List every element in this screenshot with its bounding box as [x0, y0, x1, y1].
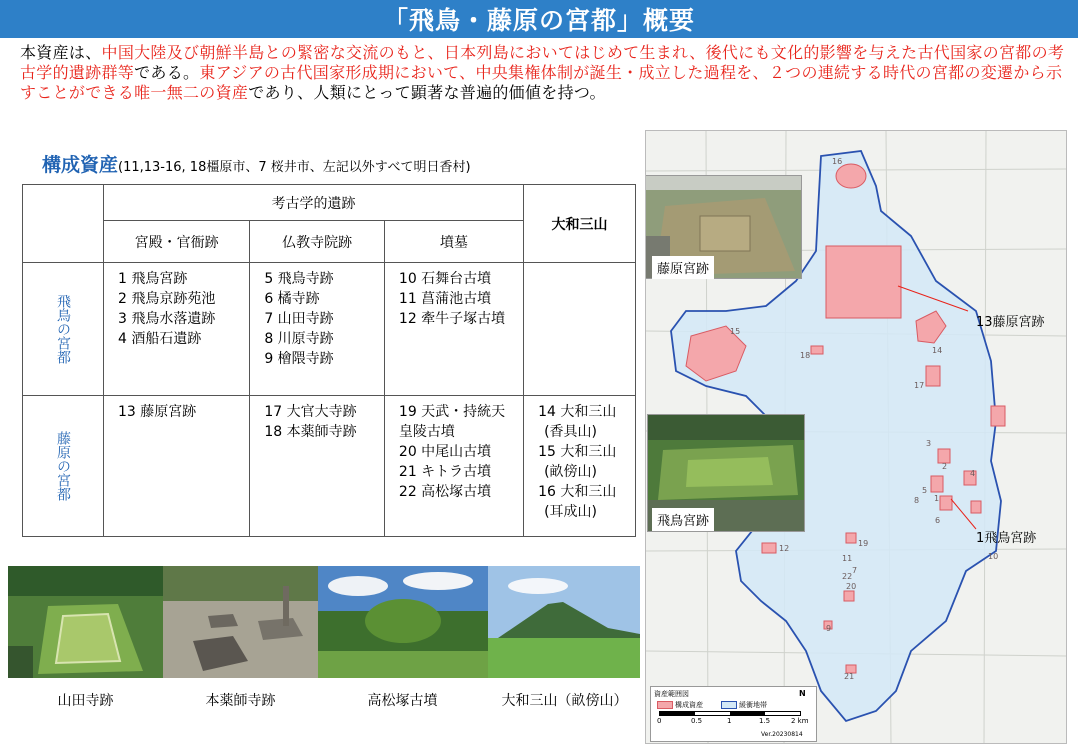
- header-archaeological: 考古学的遺跡: [104, 185, 524, 221]
- header-temple: 仏教寺院跡: [250, 221, 385, 263]
- list-item: 13 藤原宮跡: [118, 404, 197, 420]
- scale-1: 1: [727, 717, 732, 725]
- intro-text-3: であり、人類にとって顕著な普遍的価値を持つ。: [248, 83, 606, 102]
- caption-yamadadera: 山田寺跡: [57, 693, 114, 709]
- map-number: 3: [926, 439, 932, 448]
- intro-highlight-2: 東アジアの古代国家形成期において、中央集権体制が誕生・成立した過程を、２つの連続する時代の宮都の変遷から示すことができる唯一無二の資産: [20, 63, 1063, 102]
- photo-takamatsuzuka: [318, 566, 488, 678]
- legend-buffer-swatch: [721, 701, 737, 709]
- list-item: 皇陵古墳: [398, 424, 455, 440]
- map-number: 18: [800, 351, 811, 360]
- intro-highlight-1: 中国大陸及び朝鮮半島との緊密な交流のもと、日本列島においてはじめて生まれ、後代にも文化的影響を与えた古代国家の宮都の考古学的遺跡群等: [20, 43, 1065, 82]
- header-mountains: 大和三山: [524, 185, 636, 263]
- list-item: 19 天武・持統天: [398, 404, 506, 420]
- photo-motoyakushiji: [163, 566, 318, 678]
- assets-table: [22, 184, 636, 537]
- components-note: (11,13-16, 18橿原市、7 桜井市、左記以外すべて明日香村): [118, 160, 471, 175]
- table-corner: [23, 185, 104, 263]
- list-item: 7 山田寺跡: [264, 311, 334, 327]
- list-item: (畝傍山): [544, 464, 598, 480]
- photo-unebiyama: [488, 566, 640, 678]
- list-item: 14 大和三山: [538, 404, 617, 420]
- list-item: 11 菖蒲池古墳: [398, 291, 492, 307]
- list-item: 6 橘寺跡: [264, 291, 320, 307]
- legend-title: 資産範囲図: [654, 690, 689, 698]
- asuka-tomb-cell: [384, 263, 523, 396]
- scale-2km: 2 km: [791, 717, 809, 725]
- list-item: 18 本薬師寺跡: [264, 424, 357, 440]
- fujiwara-temple-cell: [250, 396, 385, 537]
- map-number: 9: [826, 624, 832, 633]
- asuka-temple-cell: [250, 263, 385, 396]
- header-tomb: 墳墓: [384, 221, 523, 263]
- legend-asset-label: 構成資産: [675, 701, 703, 709]
- map-number: 4: [970, 469, 976, 478]
- map-number: 16: [832, 157, 843, 166]
- map-number: 8: [914, 496, 920, 505]
- page-title: 「飛鳥・藤原の宮都」概要: [382, 6, 695, 35]
- era-asuka: 飛鳥の宮都: [23, 263, 104, 396]
- asuka-mountains-cell: [524, 263, 636, 396]
- list-item: 16 大和三山: [538, 484, 617, 500]
- map-number: 6: [935, 516, 941, 525]
- list-item: 8 川原寺跡: [264, 331, 334, 347]
- header-palace: 宮殿・官衙跡: [104, 221, 250, 263]
- list-item: 9 檜隈寺跡: [264, 351, 334, 367]
- list-item: 2 飛鳥京跡苑池: [118, 291, 216, 307]
- map-number: 22: [842, 572, 853, 581]
- intro-text-1: 本資産は、: [20, 43, 102, 62]
- components-title: 構成資産: [42, 154, 119, 176]
- map-legend: [650, 686, 817, 742]
- list-item: (耳成山): [544, 504, 598, 520]
- map-number: 10: [988, 552, 999, 561]
- map-number: 20: [846, 582, 857, 591]
- list-item: 15 大和三山: [538, 444, 617, 460]
- caption-unebiyama: 大和三山（畝傍山）: [501, 693, 628, 709]
- map-number: 7: [852, 566, 858, 575]
- map-number: 19: [858, 539, 869, 548]
- title-bar: [0, 0, 1078, 38]
- callout-fujiwara: 13藤原宮跡: [976, 315, 1045, 330]
- components-heading: [42, 150, 471, 177]
- list-item: (香具山): [544, 424, 598, 440]
- map-number: 21: [844, 672, 855, 681]
- property-map: [645, 130, 1067, 744]
- intro-text-2: である。: [134, 63, 200, 82]
- legend-buffer-label: 緩衝地帯: [739, 701, 767, 709]
- legend-version: Ver.20230814: [761, 731, 803, 738]
- asuka-photo-label: 飛鳥宮跡: [652, 508, 714, 531]
- map-number: 1: [934, 494, 940, 503]
- scale-bar: [659, 711, 801, 716]
- legend-asset-swatch: [657, 701, 673, 709]
- caption-motoyakushiji: 本薬師寺跡: [205, 693, 276, 709]
- map-number: 5: [922, 486, 928, 495]
- north-arrow-icon: N: [799, 689, 806, 698]
- fujiwara-palace-cell: [104, 396, 250, 537]
- map-number: 12: [779, 544, 790, 553]
- intro-paragraph: [20, 43, 1065, 103]
- map-number: 17: [914, 381, 925, 390]
- list-item: 20 中尾山古墳: [398, 444, 492, 460]
- caption-takamatsuzuka: 高松塚古墳: [367, 693, 438, 709]
- scale-0: 0: [657, 717, 662, 725]
- photo-yamadadera: [8, 566, 163, 678]
- scale-0-5: 0.5: [691, 717, 703, 725]
- list-item: 10 石舞台古墳: [398, 271, 492, 287]
- scale-1-5: 1.5: [759, 717, 771, 725]
- era-fujiwara: 藤原の宮都: [23, 396, 104, 537]
- list-item: 4 酒船石遺跡: [118, 331, 202, 347]
- map-number: 2: [942, 462, 948, 471]
- list-item: 17 大官大寺跡: [264, 404, 357, 420]
- fujiwara-tomb-cell: [384, 396, 523, 537]
- list-item: 22 高松塚古墳: [398, 484, 492, 500]
- list-item: 21 キトラ古墳: [398, 464, 492, 480]
- map-number: 14: [932, 346, 943, 355]
- list-item: 12 牽牛子塚古墳: [398, 311, 506, 327]
- map-number: 15: [730, 327, 741, 336]
- map-number: 11: [842, 554, 853, 563]
- list-item: 5 飛鳥寺跡: [264, 271, 334, 287]
- list-item: 3 飛鳥水落遺跡: [118, 311, 216, 327]
- fujiwara-mountains-cell: [524, 396, 636, 537]
- fujiwara-photo-label: 藤原宮跡: [652, 256, 714, 279]
- asuka-palace-cell: [104, 263, 250, 396]
- list-item: 1 飛鳥宮跡: [118, 271, 188, 287]
- callout-asuka: 1飛鳥宮跡: [976, 531, 1037, 546]
